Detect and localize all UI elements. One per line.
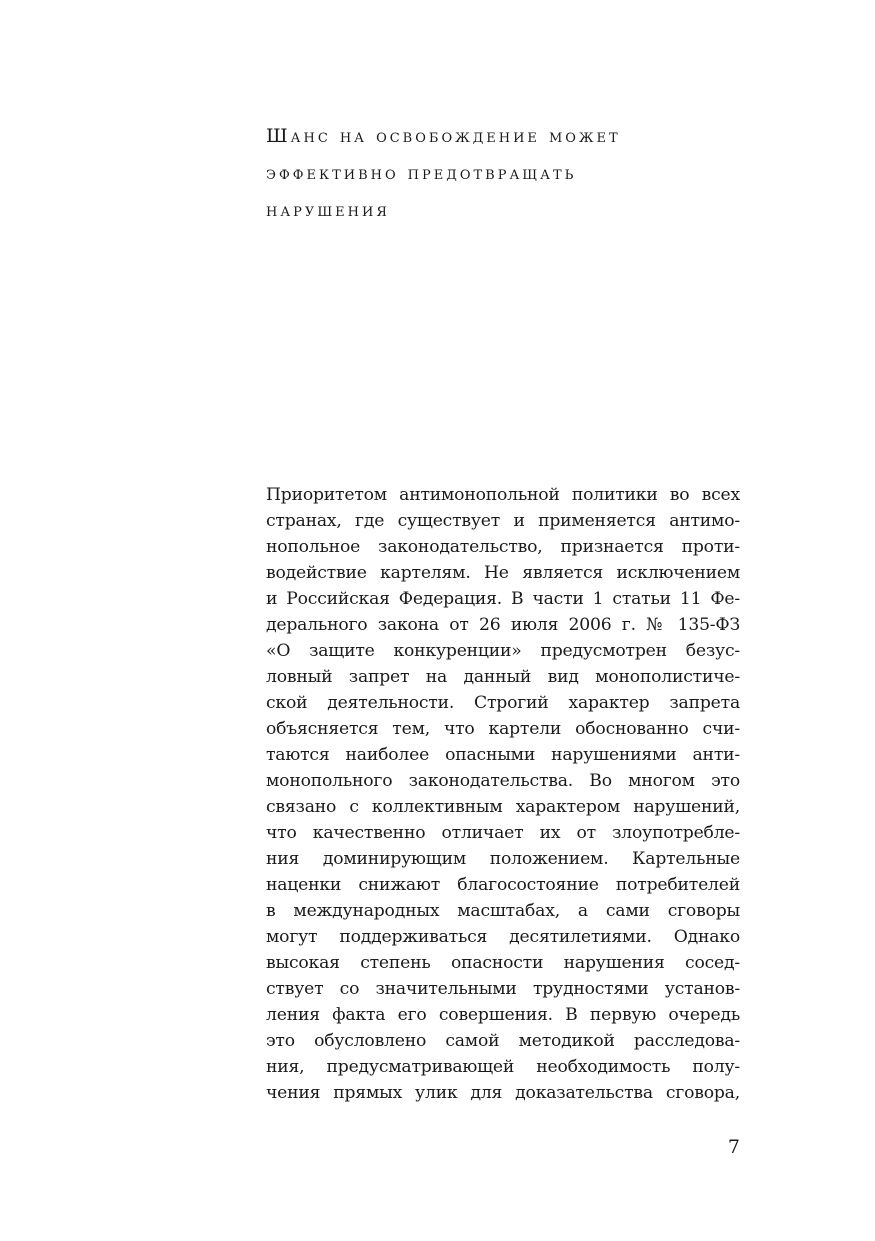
text-line: это обусловлено самой методикой расследова- [266, 1031, 740, 1051]
text-line: чения прямых улик для доказательства сговора, [266, 1083, 740, 1103]
text-line: странах, где существует и применяется антимо- [266, 511, 740, 531]
page-number: 7 [727, 1136, 740, 1158]
text-line: «О защите конкуренции» предусмотрен безус- [266, 641, 740, 661]
text-line: что качественно отличает их от злоупотребле- [266, 823, 740, 843]
text-line: ления факта его совершения. В первую очередь [266, 1005, 740, 1025]
text-line: объясняется тем, что картели обоснованно счи- [266, 719, 740, 739]
text-line: высокая степень опасности нарушения сосед- [266, 953, 740, 973]
text-line: ловный запрет на данный вид монополистиче- [266, 667, 740, 687]
text-line: связано с коллективным характером нарушений, [266, 797, 740, 817]
text-line: таются наиболее опасными нарушениями анти- [266, 745, 740, 765]
text-line: в международных масштабах, а сами сговоры [266, 901, 740, 921]
text-line: наценки снижают благосостояние потребителей [266, 875, 740, 895]
text-line: Приоритетом антимонопольной политики во всех [266, 485, 740, 505]
text-line: дерального закона от 26 июля 2006 г. № 135-ФЗ [266, 615, 740, 635]
chapter-title [266, 118, 736, 229]
text-line: могут поддерживаться десятилетиями. Однако [266, 927, 740, 947]
chapter-title-line: нарушения [266, 199, 390, 221]
text-line: ния, предусматривающей необходимость полу- [266, 1057, 740, 1077]
text-line: монопольного законодательства. Во многом это [266, 771, 740, 791]
body-paragraph [266, 482, 740, 1106]
text-line: ствует со значительными трудностями установ- [266, 979, 740, 999]
text-line: ской деятельности. Строгий характер запрета [266, 693, 740, 713]
text-line: водействие картелям. Не является исключением [266, 563, 740, 583]
text-line: нопольное законодательство, признается проти- [266, 537, 740, 557]
text-line: и Российская Федерация. В части 1 статьи 11 Фе- [266, 589, 740, 609]
text-line: ния доминирующим положением. Картельные [266, 849, 740, 869]
chapter-title-line: Шанс на освобождение может [266, 125, 621, 147]
chapter-title-line: эффективно предотвращать [266, 162, 577, 184]
